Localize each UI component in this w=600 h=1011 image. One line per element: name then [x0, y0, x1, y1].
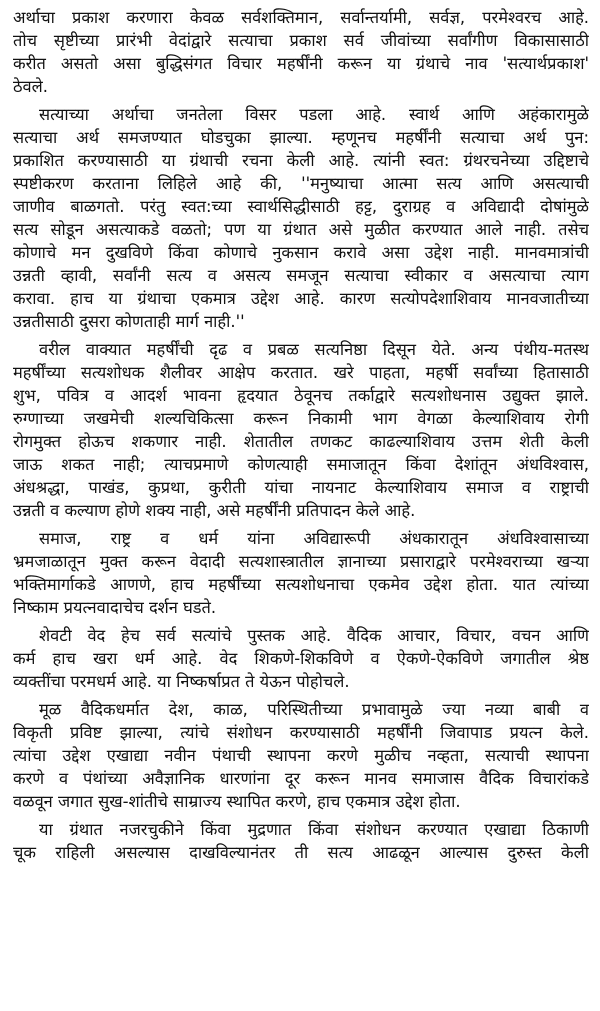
- text-line: महर्षींच्या सत्यशोधक शैलीवर आक्षेप करतात. खरे पाहता, महर्षी सर्वांच्या हितासाठी: [13, 363, 589, 382]
- text-line: कर्म हाच खरा धर्म आहे. वेद शिकणे-शिकविणे व ऐकणे-ऐकविणे जगातील श्रेष्ठ: [13, 649, 589, 668]
- text-line: मूळ वैदिकधर्मात देश, काळ, परिस्थितीच्या प्रभावामुळे ज्या नव्या बाबी व: [39, 700, 589, 719]
- paragraph: [13, 818, 589, 864]
- text-line: तोच सृष्टीच्या प्रारंभी वेदांद्वारे सत्याचा प्रकाश सर्व जीवांच्या सर्वांगीण विकासासाठी: [13, 31, 589, 50]
- text-line: जाऊ शकत नाही; त्याचप्रमाणे कोणत्याही समाजातून किंवा देशांतून अंधविश्वास,: [13, 455, 589, 474]
- text-line: उन्नती व्हावी, सर्वांनी सत्य व असत्य समजून सत्याचा स्वीकार व असत्याचा त्याग: [13, 266, 589, 285]
- text-line: वळवून जगात सुख-शांतीचे साम्राज्य स्थापित करणे, हाच एकमात्र उद्देश होता.: [13, 792, 461, 811]
- paragraph: [13, 624, 589, 693]
- text-line: ठेवले.: [13, 77, 48, 96]
- text-line: अर्थाचा प्रकाश करणारा केवळ सर्वशक्तिमान, सर्वान्तर्यामी, सर्वज्ञ, परमेश्वरच आहे.: [13, 8, 589, 27]
- text-line: शुभ, पवित्र व आदर्श भावना हृदयात ठेवूनच तर्काद्वारे सत्यशोधनास उद्युक्त झाले.: [13, 386, 589, 405]
- text-line: चूक राहिली असल्यास दाखविल्यानंतर ती सत्य आढळून आल्यास दुरुस्त केली: [13, 843, 589, 862]
- text-line: वरील वाक्यात महर्षींची दृढ व प्रबळ सत्यनिष्ठा दिसून येते. अन्य पंथीय-मतस्थ: [39, 340, 589, 359]
- text-line: व्यक्तींचा परमधर्म आहे. या निष्कर्षाप्रत ते येऊन पोहोचले.: [13, 672, 350, 691]
- text-line: विकृती प्रविष्ट झाल्या, त्यांचे संशोधन करण्यासाठी महर्षींनी जिवापाड प्रयत्न केले.: [13, 723, 589, 742]
- text-line: उन्नतीसाठी दुसरा कोणताही मार्ग नाही.'': [13, 312, 245, 331]
- text-line: कोणाचे मन दुखविणे किंवा कोणाचे नुकसान करावे असा उद्देश नाही. मानवमात्रांची: [13, 243, 589, 262]
- text-line: करीत असतो असा बुद्धिसंगत विचार महर्षींनी करून या ग्रंथाचे नाव 'सत्यार्थप्रकाश': [13, 54, 589, 73]
- text-line: भक्तिमार्गाकडे आणणे, हाच महर्षींच्या सत्यशोधनाचा एकमेव उद्देश होता. यात त्यांच्या: [13, 575, 589, 594]
- text-line: सत्याच्या अर्थाचा जनतेला विसर पडला आहे. स्वार्थ आणि अहंकारामुळे: [39, 105, 589, 124]
- text-line: अंधश्रद्धा, पाखंड, कुप्रथा, कुरीती यांचा नायनाट केल्याशिवाय समाज व राष्ट्राची: [13, 478, 589, 497]
- paragraph: [13, 527, 589, 619]
- text-line: उन्नती व कल्याण होणे शक्य नाही, असे महर्षींनी प्रतिपादन केले आहे.: [13, 501, 416, 520]
- paragraph: [13, 103, 589, 333]
- paragraph: [13, 338, 589, 522]
- text-line: भ्रमजाळातून मुक्त करून वेदादी सत्यशास्त्रातील ज्ञानाच्या प्रसाराद्वारे परमेश्वराच्या खऱ्या: [13, 552, 589, 571]
- text-line: करणे व पंथांच्या अवैज्ञानिक धारणांना दूर करून मानव समाजास वैदिक विचारांकडे: [13, 769, 589, 788]
- paragraph: [13, 698, 589, 813]
- text-line: जाणीव बाळगतो. परंतु स्वत:च्या स्वार्थसिद्धीसाठी हट्ट, दुराग्रह व अविद्यादी दोषांमुळे: [13, 197, 589, 216]
- paragraph: [13, 6, 589, 98]
- text-line: सत्याचा अर्थ समजण्यात घोडचुका झाल्या. म्हणूनच महर्षींनी सत्याचा अर्थ पुन:: [13, 128, 589, 147]
- text-line: स्पष्टीकरण करताना लिहिले आहे की, ''मनुष्याचा आत्मा सत्य आणि असत्याची: [13, 174, 589, 193]
- text-line: शेवटी वेद हेच सर्व सत्यांचे पुस्तक आहे. वैदिक आचार, विचार, वचन आणि: [39, 626, 589, 645]
- text-line: प्रकाशित करण्यासाठी या ग्रंथाची रचना केली आहे. त्यांनी स्वत: ग्रंथरचनेच्या उद्दिष्टाचे: [13, 151, 589, 170]
- text-line: समाज, राष्ट्र व धर्म यांना अविद्यारूपी अंधकारातून अंधविश्वासाच्या: [39, 529, 589, 548]
- text-line: या ग्रंथात नजरचुकीने किंवा मुद्रणात किंवा संशोधन करण्यात एखाद्या ठिकाणी: [39, 820, 589, 839]
- text-line: करावा. हाच या ग्रंथाचा एकमात्र उद्देश आहे. कारण सत्योपदेशाशिवाय मानवजातीच्या: [13, 289, 589, 308]
- text-line: सत्य सोडून असत्याकडे वळतो; पण या ग्रंथात असे मुळीत करण्यात आले नाही. तसेच: [13, 220, 589, 239]
- text-line: रोगमुक्त होऊच शकणार नाही. शेतातील तणकट काढल्याशिवाय उत्तम शेती केली: [13, 432, 589, 451]
- text-line: त्यांचा उद्देश एखाद्या नवीन पंथाची स्थापना करणे मुळीच नव्हता, सत्याची स्थापना: [13, 746, 589, 765]
- text-line: निष्काम प्रयत्नवादाचेच दर्शन घडते.: [13, 598, 217, 617]
- text-line: रुग्णाच्या जखमेची शल्यचिकित्सा करून निकामी भाग वेगळा केल्याशिवाय रोगी: [13, 409, 589, 428]
